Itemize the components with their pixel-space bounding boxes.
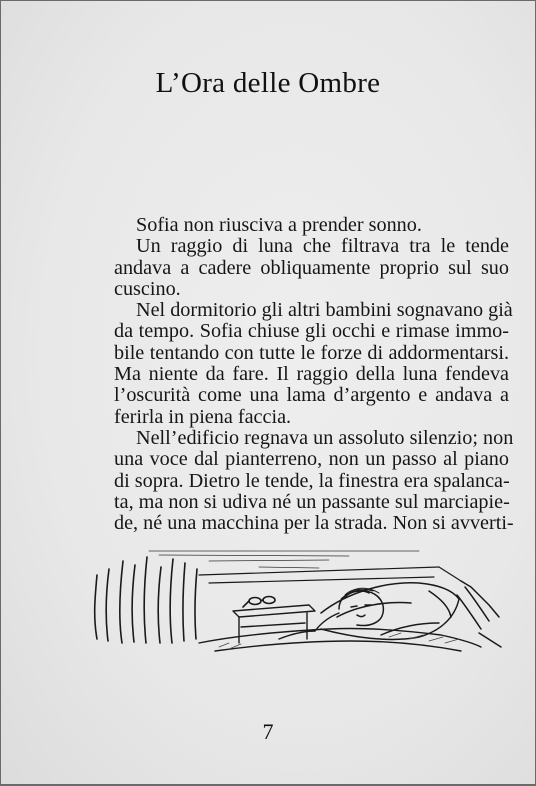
text-line: Nell’edificio regnava un assoluto silenzio; non — [136, 426, 514, 449]
book-page — [1, 1, 535, 784]
text-line: Un raggio di luna che filtrava tra le tende — [136, 235, 509, 258]
body-text — [114, 214, 514, 535]
text-line: da tempo. Sofia chiuse gli occhi e rimase immo- — [114, 320, 509, 343]
page-number: 7 — [262, 719, 274, 744]
text-line: una voce dal pianterreno, non un passo al piano — [114, 448, 509, 471]
text-line: ta, ma non si udiva né un passante sul marciapie- — [114, 490, 510, 513]
text-line: Ma niente da fare. Il raggio della luna fendeva — [114, 363, 509, 386]
text-line: ferirla in piena faccia. — [114, 405, 292, 428]
text-line: l’oscurità come una lama d’argento e andava a — [114, 384, 509, 407]
chapter-title: L’Ora delle Ombre — [155, 67, 381, 99]
text-line: Nel dormitorio gli altri bambini sognavano già — [136, 299, 513, 322]
text-line: bile tentando con tutte le forze di addormentarsi. — [114, 341, 509, 364]
text-line: di sopra. Dietro le tende, la finestra era spalanca- — [114, 469, 510, 492]
sleeping-child-illustration — [89, 547, 509, 687]
text-line: andava a cadere obliquamente proprio sul suo — [114, 256, 509, 279]
text-line: Sofia non riusciva a prender sonno. — [136, 214, 422, 236]
text-line: cuscino. — [114, 277, 181, 300]
text-line: de, né una macchina per la strada. Non si avverti- — [114, 512, 514, 535]
